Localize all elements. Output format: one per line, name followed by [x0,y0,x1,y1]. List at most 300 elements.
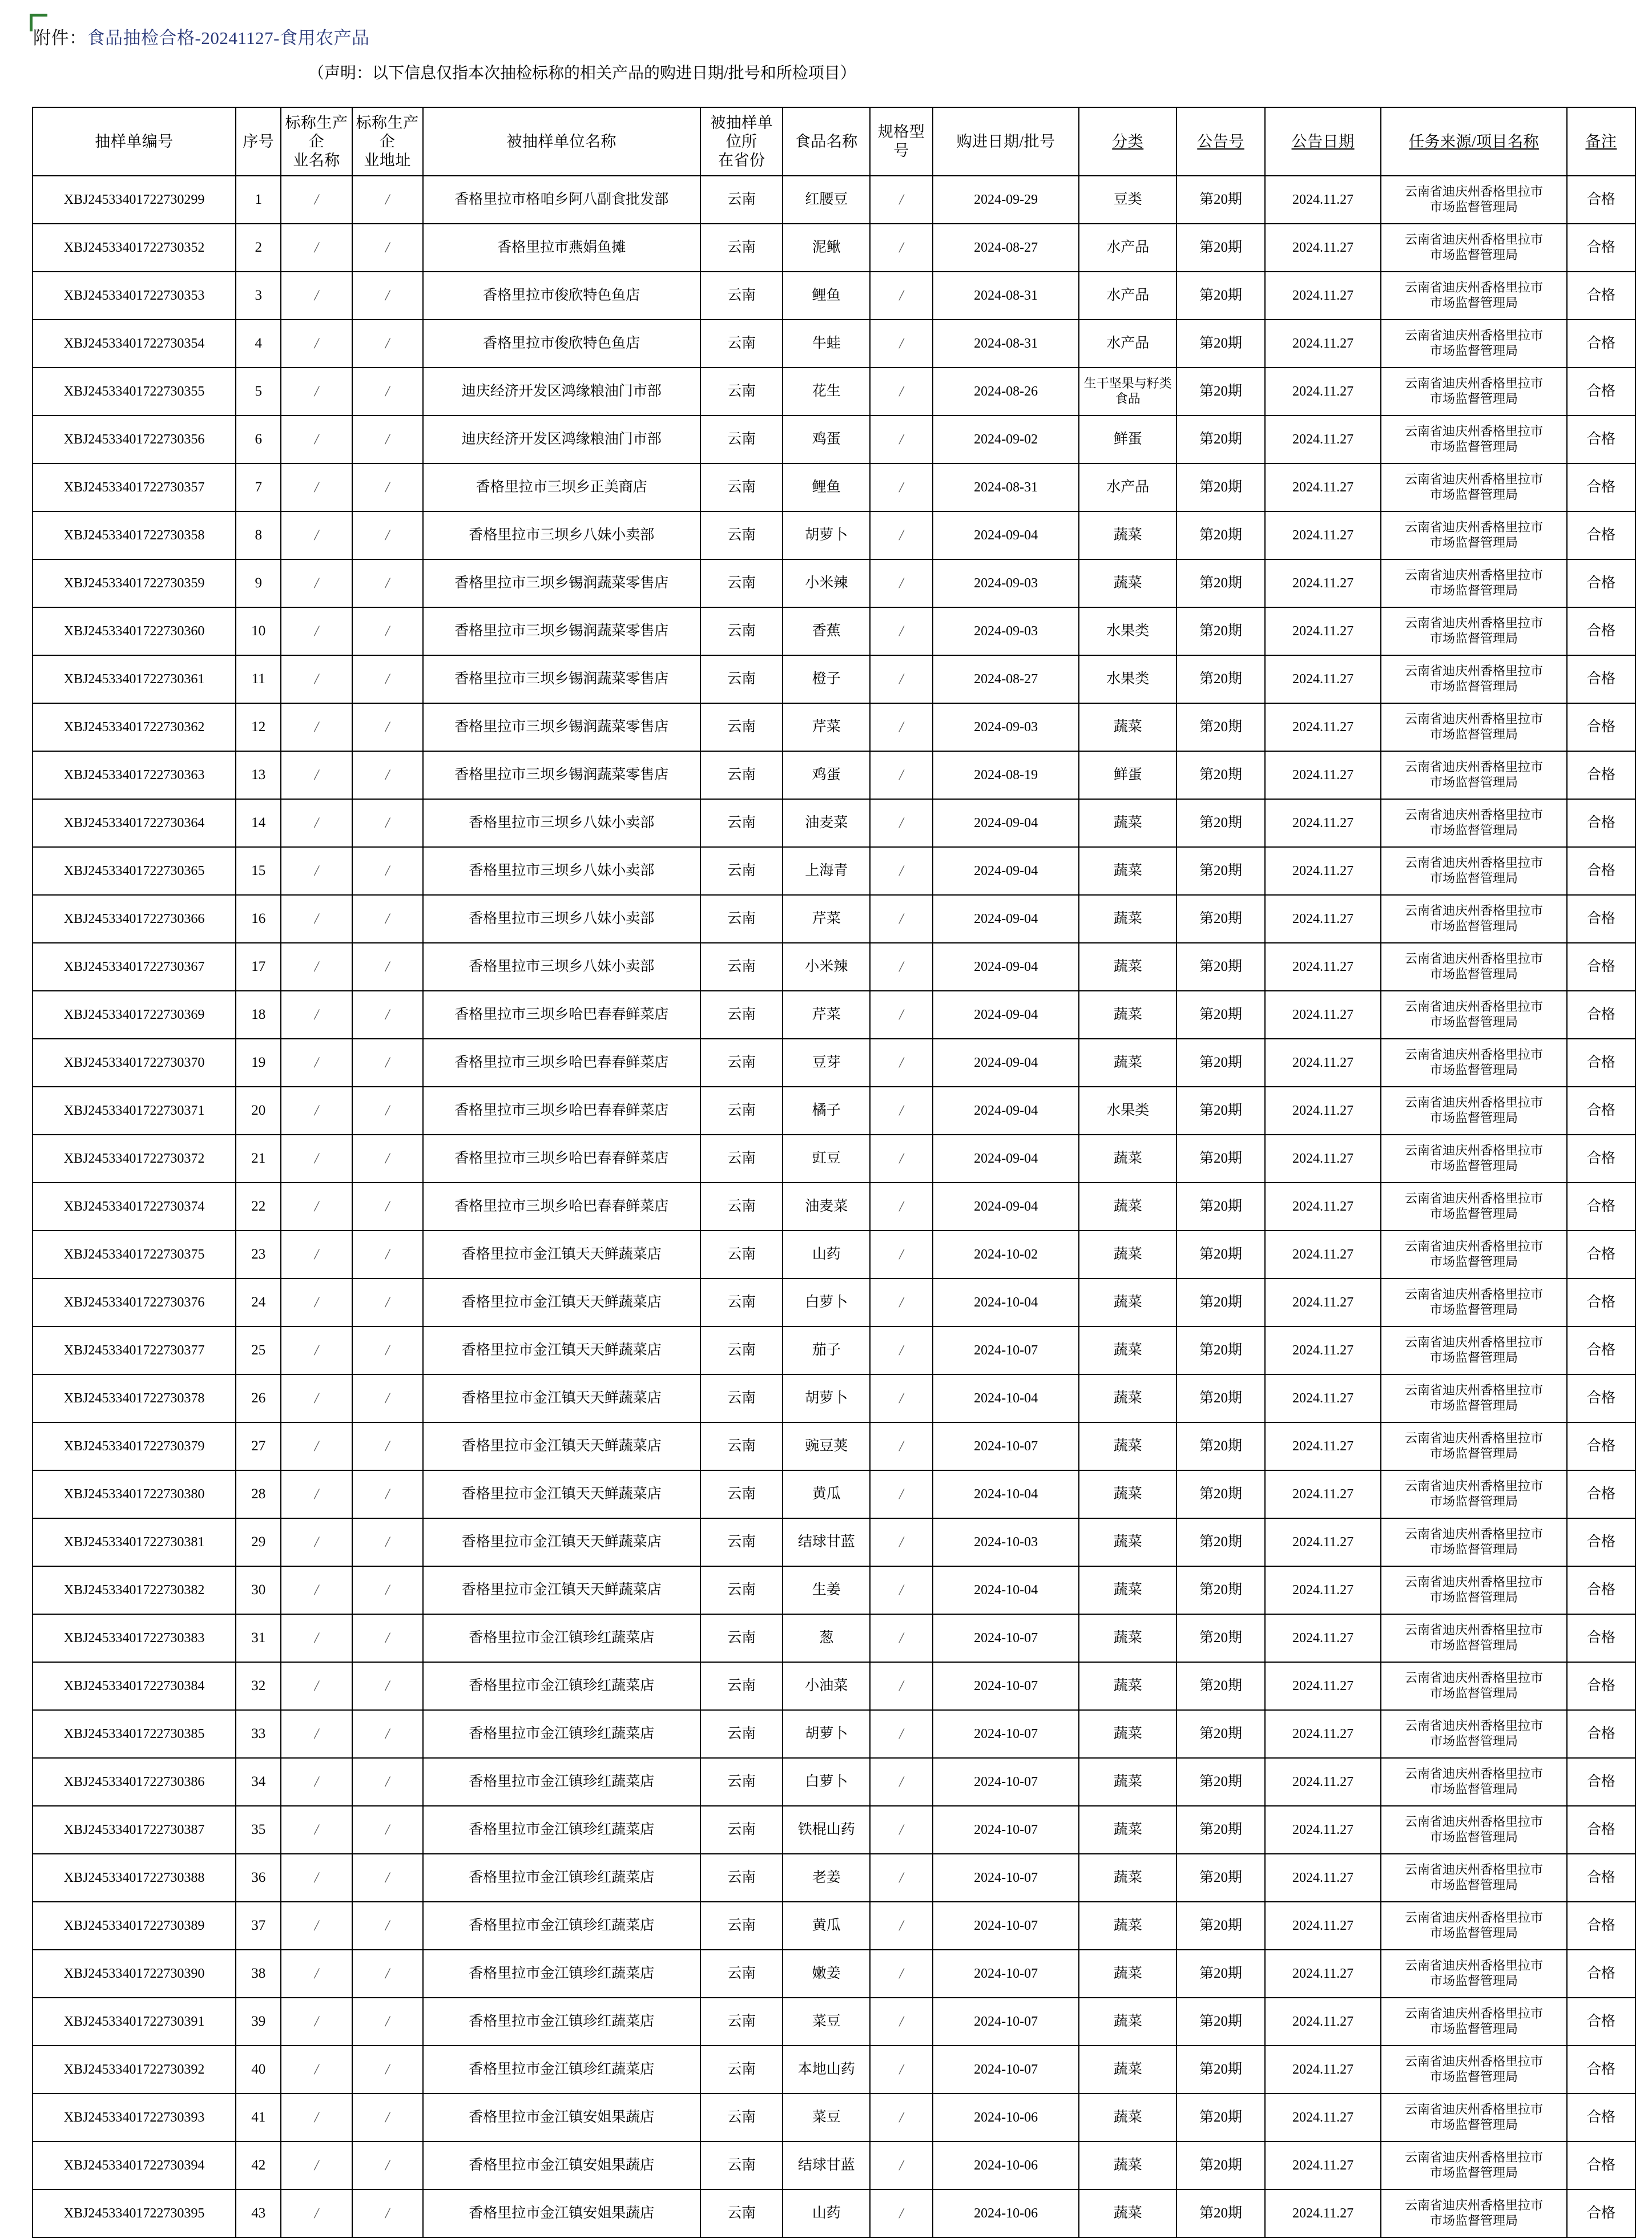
cell-category: 蔬菜 [1079,2189,1176,2237]
cell-sample-no: XBJ24533401722730372 [33,1135,236,1183]
cell-producer-address: / [352,2142,423,2189]
cell-sample-no: XBJ24533401722730383 [33,1614,236,1662]
cell-spec: / [870,1902,933,1950]
cell-producer-name: / [281,607,352,655]
table-row [33,463,1635,511]
cell-remark: 合格 [1567,1183,1635,1231]
cell-sampled-unit: 香格里拉市金江镇珍红蔬菜店 [423,1614,700,1662]
cell-province: 云南 [700,655,783,703]
table-row [33,1087,1635,1135]
cell-task-source-line2: 市场监督管理局 [1430,2213,1518,2228]
cell-task-source-line1: 云南省迪庆州香格里拉市 [1405,1335,1544,1350]
cell-sampled-unit: 香格里拉市金江镇天天鲜蔬菜店 [423,1518,700,1566]
cell-province: 云南 [700,2189,783,2237]
cell-food-name: 胡萝卜 [783,511,870,559]
cell-producer-address: / [352,1662,423,1710]
cell-spec: / [870,272,933,320]
cell-producer-name: / [281,1087,352,1135]
cell-task-source [1381,799,1567,847]
cell-task-source-line2: 市场监督管理局 [1430,1494,1518,1509]
col-header-province [700,107,783,176]
cell-producer-address: / [352,1279,423,1326]
cell-category: 蔬菜 [1079,943,1176,991]
cell-task-source-line1: 云南省迪庆州香格里拉市 [1405,1047,1544,1062]
cell-task-source [1381,1854,1567,1902]
table-row [33,1566,1635,1614]
cell-seq: 31 [236,1614,281,1662]
cell-food-name: 嫩姜 [783,1950,870,1998]
cell-producer-name: / [281,1758,352,1806]
cell-sample-no: XBJ24533401722730377 [33,1326,236,1374]
cell-sample-no: XBJ24533401722730395 [33,2189,236,2237]
cell-task-source [1381,943,1567,991]
cell-sampled-unit: 香格里拉市三坝乡正美商店 [423,463,700,511]
cell-category: 蔬菜 [1079,1518,1176,1566]
cell-province: 云南 [700,799,783,847]
col-header-notice-date [1265,107,1381,176]
cell-category: 鲜蛋 [1079,416,1176,463]
cell-sample-no: XBJ24533401722730388 [33,1854,236,1902]
cell-purchase-date: 2024-08-31 [933,320,1079,368]
cell-task-source [1381,1135,1567,1183]
cell-purchase-date: 2024-09-04 [933,799,1079,847]
cell-notice-no: 第20期 [1176,703,1265,751]
cell-spec: / [870,1710,933,1758]
cell-task-source [1381,2142,1567,2189]
col-header-producer-address [352,107,423,176]
cell-producer-name: / [281,847,352,895]
table-row [33,1518,1635,1566]
cell-sampled-unit: 香格里拉市金江镇珍红蔬菜店 [423,1902,700,1950]
cell-producer-name: / [281,368,352,416]
cell-sample-no: XBJ24533401722730299 [33,176,236,224]
cell-province: 云南 [700,751,783,799]
cell-sample-no: XBJ24533401722730379 [33,1422,236,1470]
cell-category: 蔬菜 [1079,2046,1176,2094]
cell-province: 云南 [700,1183,783,1231]
cell-sampled-unit: 香格里拉市三坝乡锡润蔬菜零售店 [423,607,700,655]
cell-sample-no: XBJ24533401722730374 [33,1183,236,1231]
cell-task-source-line1: 云南省迪庆州香格里拉市 [1405,1719,1544,1733]
cell-task-source-line2: 市场监督管理局 [1430,1878,1518,1893]
cell-remark: 合格 [1567,1374,1635,1422]
table-header-row [33,107,1635,176]
cell-spec: / [870,1806,933,1854]
cell-task-source-line1: 云南省迪庆州香格里拉市 [1405,664,1544,679]
cell-seq: 9 [236,559,281,607]
cell-remark: 合格 [1567,1566,1635,1614]
cell-task-source-line2: 市场监督管理局 [1430,1590,1518,1605]
cell-seq: 28 [236,1470,281,1518]
cell-purchase-date: 2024-10-04 [933,1470,1079,1518]
cell-notice-date: 2024.11.27 [1265,655,1381,703]
cell-task-source-line2: 市场监督管理局 [1430,775,1518,790]
cell-sample-no: XBJ24533401722730390 [33,1950,236,1998]
cell-province: 云南 [700,320,783,368]
cell-notice-date: 2024.11.27 [1265,416,1381,463]
page-corner-mark [30,14,47,31]
cell-notice-date: 2024.11.27 [1265,895,1381,943]
cell-producer-address: / [352,799,423,847]
cell-task-source [1381,895,1567,943]
cell-remark: 合格 [1567,847,1635,895]
cell-category: 蔬菜 [1079,1374,1176,1422]
table-row [33,895,1635,943]
cell-food-name: 豆芽 [783,1039,870,1087]
cell-spec: / [870,1135,933,1183]
cell-task-source [1381,1758,1567,1806]
cell-category: 蔬菜 [1079,2094,1176,2142]
cell-task-source-line1: 云南省迪庆州香格里拉市 [1405,808,1544,822]
cell-sample-no: XBJ24533401722730364 [33,799,236,847]
table-row [33,799,1635,847]
cell-task-source [1381,1998,1567,2046]
cell-task-source-line2: 市场监督管理局 [1430,1398,1518,1413]
cell-task-source-line1: 云南省迪庆州香格里拉市 [1405,184,1544,199]
cell-sampled-unit: 香格里拉市金江镇珍红蔬菜店 [423,1806,700,1854]
cell-task-source-line1: 云南省迪庆州香格里拉市 [1405,1431,1544,1446]
cell-task-source [1381,1662,1567,1710]
table-row [33,224,1635,272]
cell-notice-date: 2024.11.27 [1265,320,1381,368]
cell-task-source-line1: 云南省迪庆州香格里拉市 [1405,1287,1544,1302]
cell-producer-address: / [352,511,423,559]
cell-spec: / [870,991,933,1039]
cell-spec: / [870,2046,933,2094]
cell-notice-no: 第20期 [1176,2142,1265,2189]
cell-sampled-unit: 香格里拉市金江镇天天鲜蔬菜店 [423,1566,700,1614]
cell-task-source-line2: 市场监督管理局 [1430,2022,1518,2037]
cell-task-source-line2: 市场监督管理局 [1430,248,1518,263]
cell-sample-no: XBJ24533401722730367 [33,943,236,991]
cell-sample-no: XBJ24533401722730363 [33,751,236,799]
cell-province: 云南 [700,559,783,607]
cell-purchase-date: 2024-10-02 [933,1231,1079,1279]
cell-sampled-unit: 香格里拉市金江镇珍红蔬菜店 [423,1854,700,1902]
cell-producer-name: / [281,703,352,751]
cell-spec: / [870,1470,933,1518]
cell-notice-date: 2024.11.27 [1265,1135,1381,1183]
cell-sample-no: XBJ24533401722730386 [33,1758,236,1806]
cell-spec: / [870,607,933,655]
cell-producer-address: / [352,703,423,751]
cell-producer-address: / [352,1902,423,1950]
cell-purchase-date: 2024-10-07 [933,1710,1079,1758]
col-header-seq-text: 序号 [243,132,275,150]
cell-spec: / [870,2189,933,2237]
cell-seq: 30 [236,1566,281,1614]
table-row [33,1662,1635,1710]
cell-purchase-date: 2024-10-07 [933,1902,1079,1950]
cell-producer-name: / [281,1662,352,1710]
cell-task-source-line2: 市场监督管理局 [1430,1255,1518,1269]
cell-producer-address: / [352,1998,423,2046]
cell-sample-no: XBJ24533401722730358 [33,511,236,559]
cell-notice-date: 2024.11.27 [1265,2142,1381,2189]
cell-task-source-line1: 云南省迪庆州香格里拉市 [1405,1671,1544,1685]
cell-seq: 41 [236,2094,281,2142]
cell-task-source-line1: 云南省迪庆州香格里拉市 [1405,1191,1544,1206]
cell-notice-no: 第20期 [1176,847,1265,895]
cell-producer-name: / [281,1806,352,1854]
cell-notice-date: 2024.11.27 [1265,1758,1381,1806]
cell-remark: 合格 [1567,176,1635,224]
cell-food-name: 山药 [783,2189,870,2237]
table-row [33,320,1635,368]
cell-seq: 33 [236,1710,281,1758]
cell-remark: 合格 [1567,1806,1635,1854]
cell-task-source-line2: 市场监督管理局 [1430,823,1518,838]
cell-seq: 1 [236,176,281,224]
cell-spec: / [870,1374,933,1422]
cell-task-source [1381,224,1567,272]
cell-sampled-unit: 香格里拉市三坝乡八妹小卖部 [423,943,700,991]
cell-province: 云南 [700,176,783,224]
cell-spec: / [870,655,933,703]
cell-food-name: 茄子 [783,1326,870,1374]
cell-task-source-line2: 市场监督管理局 [1430,1926,1518,1941]
cell-producer-name: / [281,1374,352,1422]
cell-task-source [1381,1614,1567,1662]
cell-category: 蔬菜 [1079,1710,1176,1758]
table-row [33,1422,1635,1470]
cell-notice-date: 2024.11.27 [1265,559,1381,607]
cell-purchase-date: 2024-09-02 [933,416,1079,463]
cell-remark: 合格 [1567,368,1635,416]
cell-purchase-date: 2024-09-04 [933,991,1079,1039]
cell-notice-date: 2024.11.27 [1265,1470,1381,1518]
cell-task-source-line1: 云南省迪庆州香格里拉市 [1405,424,1544,439]
table-row [33,272,1635,320]
cell-sample-no: XBJ24533401722730389 [33,1902,236,1950]
cell-producer-address: / [352,1518,423,1566]
cell-task-source-line2: 市场监督管理局 [1430,1542,1518,1557]
cell-sampled-unit: 香格里拉市三坝乡锡润蔬菜零售店 [423,751,700,799]
cell-food-name: 胡萝卜 [783,1374,870,1422]
cell-task-source [1381,1518,1567,1566]
cell-spec: / [870,2142,933,2189]
cell-task-source-line1: 云南省迪庆州香格里拉市 [1405,1958,1544,1973]
cell-purchase-date: 2024-10-07 [933,2046,1079,2094]
cell-purchase-date: 2024-10-07 [933,1614,1079,1662]
cell-notice-date: 2024.11.27 [1265,2046,1381,2094]
col-header-sample-no-text: 抽样单编号 [95,132,174,150]
cell-task-source-line1: 云南省迪庆州香格里拉市 [1405,760,1544,775]
cell-province: 云南 [700,1231,783,1279]
cell-food-name: 芹菜 [783,895,870,943]
cell-food-name: 老姜 [783,1854,870,1902]
cell-task-source [1381,1806,1567,1854]
cell-purchase-date: 2024-08-27 [933,655,1079,703]
cell-category: 蔬菜 [1079,1902,1176,1950]
cell-province: 云南 [700,511,783,559]
cell-seq: 39 [236,1998,281,2046]
cell-notice-date: 2024.11.27 [1265,176,1381,224]
cell-seq: 32 [236,1662,281,1710]
cell-category: 蔬菜 [1079,1470,1176,1518]
cell-producer-address: / [352,272,423,320]
cell-food-name: 山药 [783,1231,870,1279]
cell-producer-address: / [352,847,423,895]
cell-remark: 合格 [1567,1758,1635,1806]
cell-task-source [1381,751,1567,799]
cell-category: 生干坚果与籽类食品 [1079,368,1176,416]
cell-remark: 合格 [1567,463,1635,511]
cell-producer-name: / [281,751,352,799]
cell-notice-no: 第20期 [1176,2094,1265,2142]
cell-notice-no: 第20期 [1176,1087,1265,1135]
cell-seq: 24 [236,1279,281,1326]
col-header-spec-text: 规格型号 [877,123,925,160]
cell-sampled-unit: 香格里拉市三坝乡锡润蔬菜零售店 [423,559,700,607]
cell-producer-name: / [281,895,352,943]
cell-remark: 合格 [1567,655,1635,703]
cell-task-source-line2: 市场监督管理局 [1430,967,1518,982]
cell-category: 蔬菜 [1079,1806,1176,1854]
col-header-sampled-unit-text: 被抽样单位名称 [506,132,617,150]
cell-sampled-unit: 迪庆经济开发区鸿缘粮油门市部 [423,368,700,416]
col-header-notice-no-text: 公告号 [1197,132,1244,150]
cell-province: 云南 [700,2094,783,2142]
cell-category: 蔬菜 [1079,1950,1176,1998]
cell-producer-address: / [352,559,423,607]
cell-food-name: 本地山药 [783,2046,870,2094]
cell-task-source-line2: 市场监督管理局 [1430,296,1518,311]
cell-producer-address: / [352,1806,423,1854]
cell-producer-address: / [352,2094,423,2142]
cell-remark: 合格 [1567,751,1635,799]
cell-task-source [1381,559,1567,607]
cell-food-name: 芹菜 [783,991,870,1039]
cell-task-source [1381,176,1567,224]
cell-category: 蔬菜 [1079,799,1176,847]
cell-seq: 12 [236,703,281,751]
cell-food-name: 菜豆 [783,2094,870,2142]
cell-producer-address: / [352,416,423,463]
cell-province: 云南 [700,2046,783,2094]
cell-remark: 合格 [1567,1662,1635,1710]
cell-notice-no: 第20期 [1176,368,1265,416]
cell-task-source-line1: 云南省迪庆州香格里拉市 [1405,1767,1544,1781]
cell-purchase-date: 2024-10-06 [933,2189,1079,2237]
cell-notice-no: 第20期 [1176,895,1265,943]
cell-category: 水产品 [1079,320,1176,368]
cell-notice-date: 2024.11.27 [1265,991,1381,1039]
cell-producer-address: / [352,751,423,799]
cell-sample-no: XBJ24533401722730360 [33,607,236,655]
cell-purchase-date: 2024-10-07 [933,1998,1079,2046]
cell-producer-name: / [281,1710,352,1758]
cell-producer-address: / [352,1231,423,1279]
cell-notice-no: 第20期 [1176,224,1265,272]
cell-purchase-date: 2024-10-06 [933,2094,1079,2142]
cell-category: 水果类 [1079,1087,1176,1135]
cell-task-source-line1: 云南省迪庆州香格里拉市 [1405,1479,1544,1494]
cell-producer-address: / [352,224,423,272]
cell-food-name: 小米辣 [783,943,870,991]
cell-food-name: 芹菜 [783,703,870,751]
cell-task-source [1381,607,1567,655]
cell-seq: 42 [236,2142,281,2189]
cell-purchase-date: 2024-10-04 [933,1374,1079,1422]
cell-province: 云南 [700,1279,783,1326]
table-row [33,1279,1635,1326]
cell-category: 蔬菜 [1079,1662,1176,1710]
cell-notice-date: 2024.11.27 [1265,511,1381,559]
cell-food-name: 豌豆荚 [783,1422,870,1470]
table-row [33,176,1635,224]
cell-task-source-line2: 市场监督管理局 [1430,2118,1518,2132]
cell-task-source [1381,1902,1567,1950]
cell-spec: / [870,751,933,799]
cell-task-source-line1: 云南省迪庆州香格里拉市 [1405,2198,1544,2213]
cell-sampled-unit: 香格里拉市三坝乡八妹小卖部 [423,799,700,847]
cell-producer-name: / [281,224,352,272]
cell-province: 云南 [700,1902,783,1950]
cell-producer-address: / [352,895,423,943]
cell-task-source [1381,655,1567,703]
cell-remark: 合格 [1567,2094,1635,2142]
cell-sampled-unit: 香格里拉市金江镇天天鲜蔬菜店 [423,1231,700,1279]
cell-task-source-line2: 市场监督管理局 [1430,1830,1518,1845]
col-header-province-line2: 在省份 [718,151,765,169]
cell-spec: / [870,224,933,272]
cell-seq: 36 [236,1854,281,1902]
cell-task-source-line2: 市场监督管理局 [1430,1734,1518,1749]
cell-sample-no: XBJ24533401722730384 [33,1662,236,1710]
cell-task-source-line2: 市场监督管理局 [1430,2166,1518,2180]
cell-notice-no: 第20期 [1176,943,1265,991]
cell-notice-date: 2024.11.27 [1265,368,1381,416]
cell-spec: / [870,176,933,224]
cell-notice-no: 第20期 [1176,1135,1265,1183]
cell-province: 云南 [700,895,783,943]
cell-seq: 10 [236,607,281,655]
cell-food-name: 橘子 [783,1087,870,1135]
cell-task-source-line2: 市场监督管理局 [1430,1350,1518,1365]
table-row [33,1231,1635,1279]
cell-producer-address: / [352,463,423,511]
cell-purchase-date: 2024-10-07 [933,1950,1079,1998]
cell-sample-no: XBJ24533401722730352 [33,224,236,272]
cell-producer-name: / [281,943,352,991]
cell-sampled-unit: 香格里拉市金江镇天天鲜蔬菜店 [423,1279,700,1326]
cell-remark: 合格 [1567,1614,1635,1662]
cell-remark: 合格 [1567,1279,1635,1326]
cell-task-source [1381,368,1567,416]
cell-food-name: 油麦菜 [783,1183,870,1231]
cell-task-source-line2: 市场监督管理局 [1430,487,1518,502]
cell-producer-name: / [281,559,352,607]
table-row [33,847,1635,895]
cell-sample-no: XBJ24533401722730353 [33,272,236,320]
cell-food-name: 铁棍山药 [783,1806,870,1854]
cell-seq: 23 [236,1231,281,1279]
cell-spec: / [870,1326,933,1374]
cell-sample-no: XBJ24533401722730380 [33,1470,236,1518]
cell-notice-no: 第20期 [1176,1902,1265,1950]
cell-task-source-line2: 市场监督管理局 [1430,1446,1518,1461]
cell-food-name: 黄瓜 [783,1902,870,1950]
cell-task-source-line2: 市场监督管理局 [1430,1638,1518,1653]
cell-sampled-unit: 香格里拉市金江镇安姐果蔬店 [423,2189,700,2237]
cell-province: 云南 [700,1518,783,1566]
cell-sample-no: XBJ24533401722730362 [33,703,236,751]
cell-producer-name: / [281,463,352,511]
statement-note: （声明：以下信息仅指本次抽检标称的相关产品的购进日期/批号和所检项目） [308,64,856,82]
cell-category: 蔬菜 [1079,1135,1176,1183]
cell-seq: 13 [236,751,281,799]
